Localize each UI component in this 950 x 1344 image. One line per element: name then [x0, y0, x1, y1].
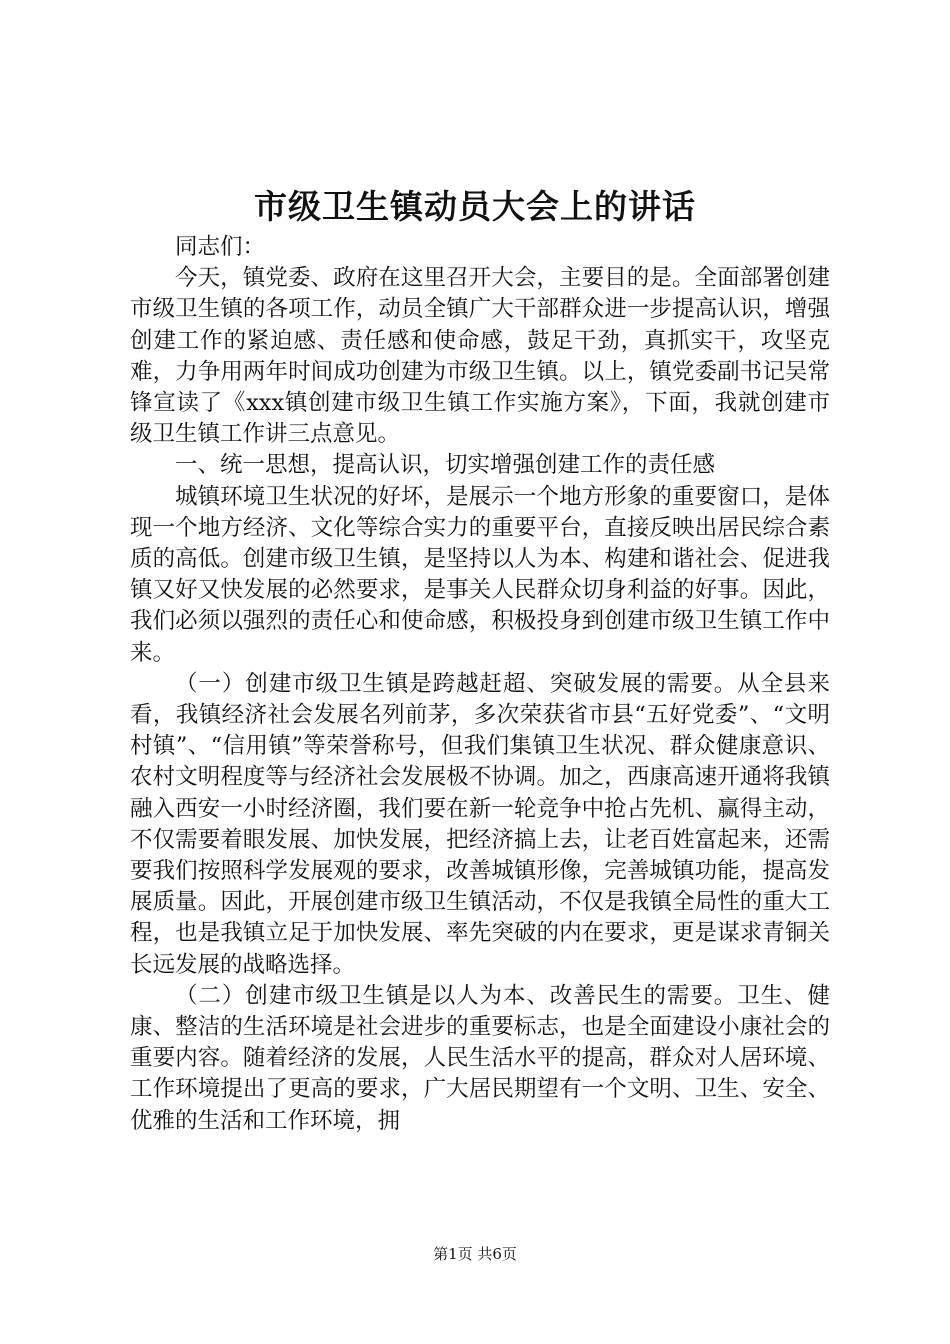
body-paragraph: （二）创建市级卫生镇是以人为本、改善民生的需要。卫生、健康、整洁的生活环境是社会进步的重要标志，也是全面建设小康社会的重要内容。随着经济的发展，人民生活水平的提高，群众对人居环境、工作环境提出了更高的要求，广大居民期望有一个文明、卫生、安全、优雅的生活和工作环境，拥 — [130, 982, 830, 1134]
section-heading: 一、统一思想，提高认识，切实增强创建工作的责任感 — [175, 452, 716, 479]
document-title: 市级卫生镇动员大会上的讲话 — [254, 187, 696, 226]
body-paragraph: （一）创建市级卫生镇是跨越赶超、突破发展的需要。从全县来看，我镇经济社会发展名列前茅，多次荣获省市县“五好党委”、“文明村镇”、“信用镇”等荣誉称号，但我们集镇卫生状况、群众健康意识、农村文明程度等与经济社会发展极不协调。加之，西康高速开通将我镇融入西安一小时经济圈，我们要在新一轮竞争中抢占先机、赢得主动，不仅需要着眼发展、加快发展，把经济搞上去，让老百姓富起来，还需要我们按照科学发展观的要求，改善城镇形像，完善城镇功能，提高发展质量。因此，开展创建市级卫生镇活动，不仅是我镇全局性的重大工程，也是我镇立足于加快发展、率先突破的内在要求，更是谋求青铜关长远发展的战略选择。 — [130, 670, 830, 978]
body-paragraph: 城镇环境卫生状况的好坏，是展示一个地方形象的重要窗口，是体现一个地方经济、文化等综合实力的重要平台，直接反映出居民综合素质的高低。创建市级卫生镇，是坚持以人为本、构建和谐社会、促进我镇又好又快发展的必然要求，是事关人民群众切身利益的好事。因此，我们必须以强烈的责任心和使命感，积极投身到创建市级卫生镇工作中来。 — [130, 483, 830, 666]
page-number-footer: 第1页 共6页 — [433, 1245, 517, 1263]
body-paragraph: 今天，镇党委、政府在这里召开大会，主要目的是。全面部署创建市级卫生镇的各项工作，动员全镇广大干部群众进一步提高认识，增强创建工作的紧迫感、责任感和使命感，鼓足干劲，真抓实干，攻坚克难，力争用两年时间成功创建为市级卫生镇。以上，镇党委副书记吴常锋宣读了《xxx镇创建市级卫生镇工作实施方案》，下面，我就创建市级卫生镇工作讲三点意见。 — [130, 265, 830, 448]
salutation-paragraph: 同志们： — [175, 234, 266, 260]
document-body — [130, 232, 830, 1137]
